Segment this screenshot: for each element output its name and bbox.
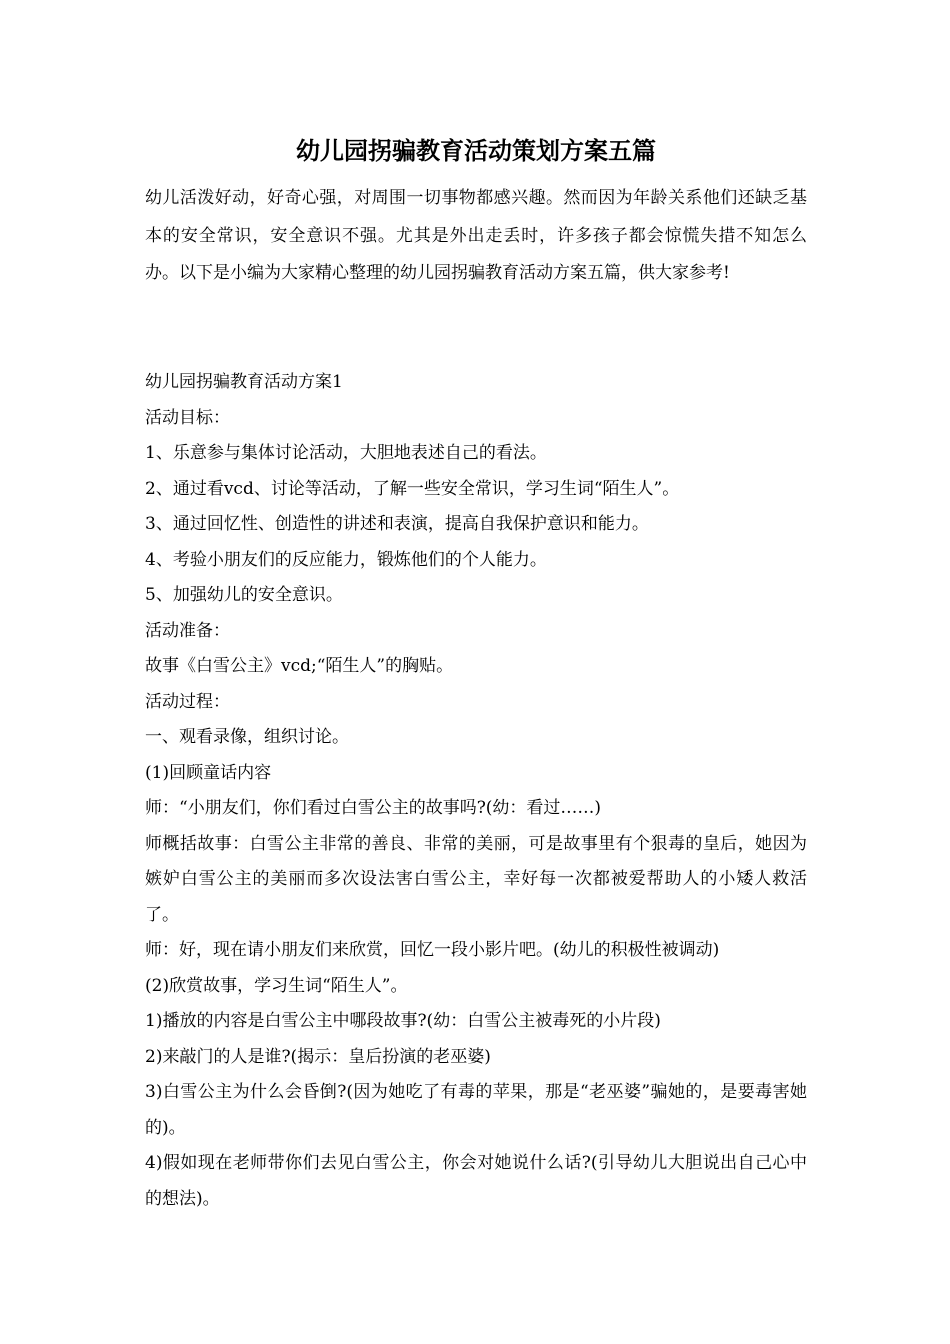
section-heading: 幼儿园拐骗教育活动方案1 — [145, 372, 343, 392]
dialogue-line: 师：“小朋友们，你们看过白雪公主的故事吗?(幼：看过……) — [145, 798, 602, 818]
dialogue-line: 师：好，现在请小朋友们来欣赏，回忆一段小影片吧。(幼儿的积极性被调动) — [145, 940, 720, 960]
document-title: 幼儿园拐骗教育活动策划方案五篇 — [296, 136, 656, 165]
question-item: 1)播放的内容是白雪公主中哪段故事?(幼：白雪公主被毒死的小片段) — [145, 1011, 661, 1031]
process-substep: (2)欣赏故事，学习生词“陌生人”。 — [145, 975, 408, 996]
goal-item: 1、乐意参与集体讨论活动，大胆地表述自己的看法。 — [145, 443, 547, 463]
goal-item: 2、通过看vcd、讨论等活动，了解一些安全常识，学习生词“陌生人”。 — [145, 478, 680, 499]
goal-item: 3、通过回忆性、创造性的讲述和表演，提高自我保护意识和能力。 — [145, 514, 649, 534]
goal-item: 5、加强幼儿的安全意识。 — [145, 585, 343, 605]
subheading-goals: 活动目标： — [145, 407, 230, 428]
subheading-process: 活动过程： — [145, 691, 230, 712]
process-substep: (1)回顾童话内容 — [145, 762, 272, 783]
dialogue-paragraph: 师概括故事：白雪公主非常的善良、非常的美丽，可是故事里有个狠毒的皇后，她因为嫉妒白雪公主的美丽而多次设法害白雪公主，幸好每一次都被爱帮助人的小矮人救活了。 — [145, 833, 807, 925]
question-item: 4)假如现在老师带你们去见白雪公主，你会对她说什么话?(引导幼儿大胆说出自己心中的想法)。 — [145, 1153, 807, 1209]
document-body — [145, 365, 807, 1217]
preparation-text: 故事《白雪公主》vcd;“陌生人”的胸贴。 — [145, 656, 454, 676]
goal-item: 4、考验小朋友们的反应能力，锻炼他们的个人能力。 — [145, 549, 547, 570]
question-item: 2)来敲门的人是谁?(揭示：皇后扮演的老巫婆) — [145, 1046, 491, 1067]
intro-paragraph: 幼儿活泼好动，好奇心强，对周围一切事物都感兴趣。然而因为年龄关系他们还缺乏基本的安全常识，安全意识不强。尤其是外出走丢时，许多孩子都会惊慌失措不知怎么办。以下是小编为大家精心整理的幼儿园拐骗教育活动方案五篇，供大家参考! — [145, 188, 807, 283]
subheading-preparation: 活动准备： — [145, 620, 230, 641]
question-item: 3)白雪公主为什么会昏倒?(因为她吃了有毒的苹果，那是“老巫婆”骗她的，是要毒害她的)。 — [145, 1082, 807, 1138]
process-step: 一、观看录像，组织讨论。 — [145, 727, 349, 747]
